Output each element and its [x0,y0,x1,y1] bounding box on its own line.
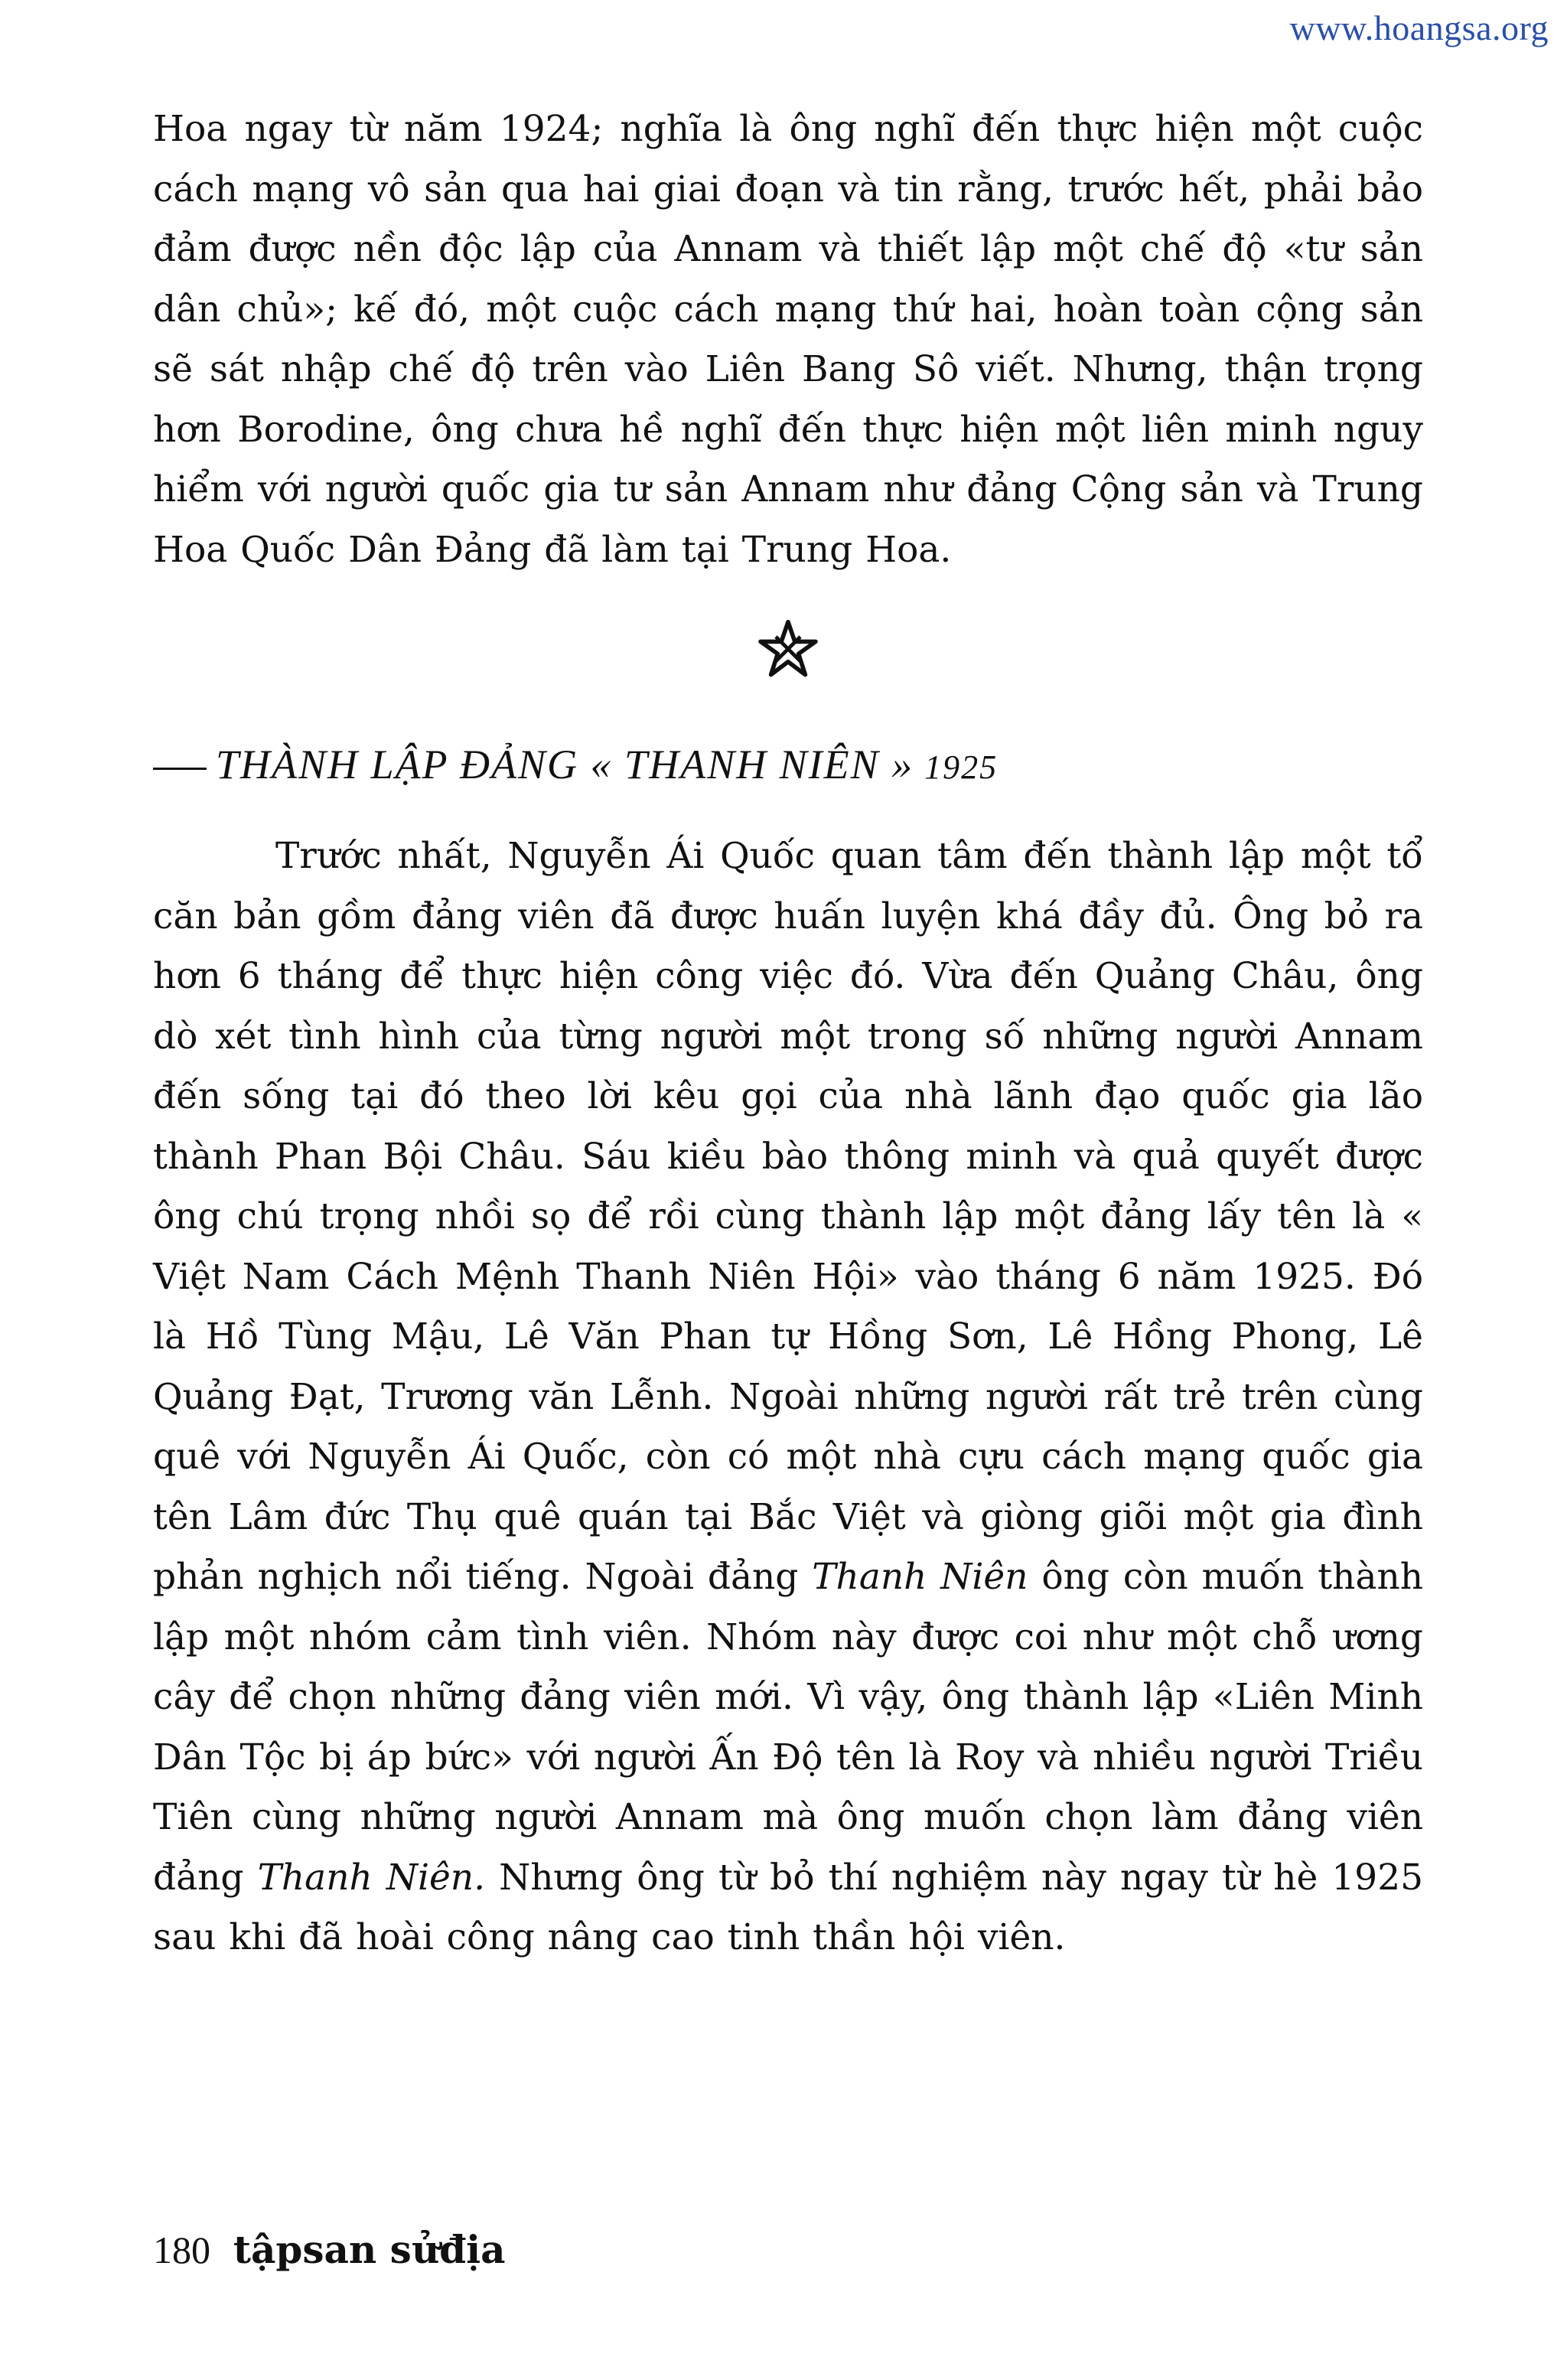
paragraph-thanh-nien [153,826,1423,1968]
party-name-italic: Thanh Niên [812,1556,1028,1598]
paragraph-text-1: Trước nhất, Nguyễn Ái Quốc quan tâm đến thành lập một tổ căn bản gồm đảng viên đã được huấn luyện khá đầy đủ. Ông bỏ ra hơn 6 tháng để thực hiện công việc đó. Vừa đến Quảng Châu, ông dò xét tình hình của từng người một trong số những người Annam đến sống tại đó theo lời kêu gọi của nhà lãnh đạo quốc gia lão thành Phan Bội Châu. Sáu kiều bào thông minh và quả quyết được ông chú trọng nhồi sọ để rồi cùng thành lập một đảng lấy tên là « Việt Nam Cách Mệnh Thanh Niên Hội» vào tháng 6 năm 1925. Đó là Hồ Tùng Mậu, Lê Văn Phan tự Hồng Sơn, Lê Hồng Phong, Lê Quảng Đạt, Trương văn Lễnh. Ngoài những người rất trẻ trên cùng quê với Nguyễn Ái Quốc, còn có một nhà cựu cách mạng quốc gia tên Lâm đức Thụ quê quán tại Bắc Việt và giòng giõi một gia đình phản nghịch nổi tiếng. Ngoài đảng [153,835,1423,1598]
section-divider [153,618,1423,687]
star-icon [757,618,819,680]
section-heading [153,741,1423,788]
page-number: 180 [153,2228,210,2271]
publication-name: tậpsan sửđịa [233,2227,506,2272]
paragraph-text-2: ông còn muốn thành lập một nhóm cảm tình viên. Nhóm này được coi như một chỗ ương cây để chọn những đảng viên mới. Vì vậy, ông thành lập «Liên Minh Dân Tộc bị áp bức» với người Ấn Độ tên là Roy và nhiều người Triều Tiên cùng những người Annam mà ông muốn chọn làm đảng viên đảng [153,1556,1424,1899]
page-content [153,99,1423,1968]
paragraph-text-3: Nhưng ông từ bỏ thí nghiệm này ngay từ hè 1925 sau khi đã hoài công nâng cao tinh thần hội viên. [153,1856,1423,1958]
section-heading-year: 1925 [924,748,999,786]
page-footer [153,2227,506,2272]
section-heading-text: THÀNH LẬP ĐẢNG « THANH NIÊN » [216,742,914,787]
party-name-italic: Thanh Niên. [257,1856,486,1899]
paragraph-continued: Hoa ngay từ năm 1924; nghĩa là ông nghĩ đến thực hiện một cuộc cách mạng vô sản qua hai giai đoạn và tin rằng, trước hết, phải bảo đảm được nền độc lập của Annam và thiết lập một chế độ «tư sản dân chủ»; kế đó, một cuộc cách mạng thứ hai, hoàn toàn cộng sản sẽ sát nhập chế độ trên vào Liên Bang Sô viết. Nhưng, thận trọng hơn Borodine, ông chưa hề nghĩ đến thực hiện một liên minh nguy hiểm với người quốc gia tư sản Annam như đảng Cộng sản và Trung Hoa Quốc Dân Đảng đã làm tại Trung Hoa. [153,108,1423,571]
watermark-url[interactable]: www.hoangsa.org [1289,8,1549,47]
heading-dash [153,768,207,770]
